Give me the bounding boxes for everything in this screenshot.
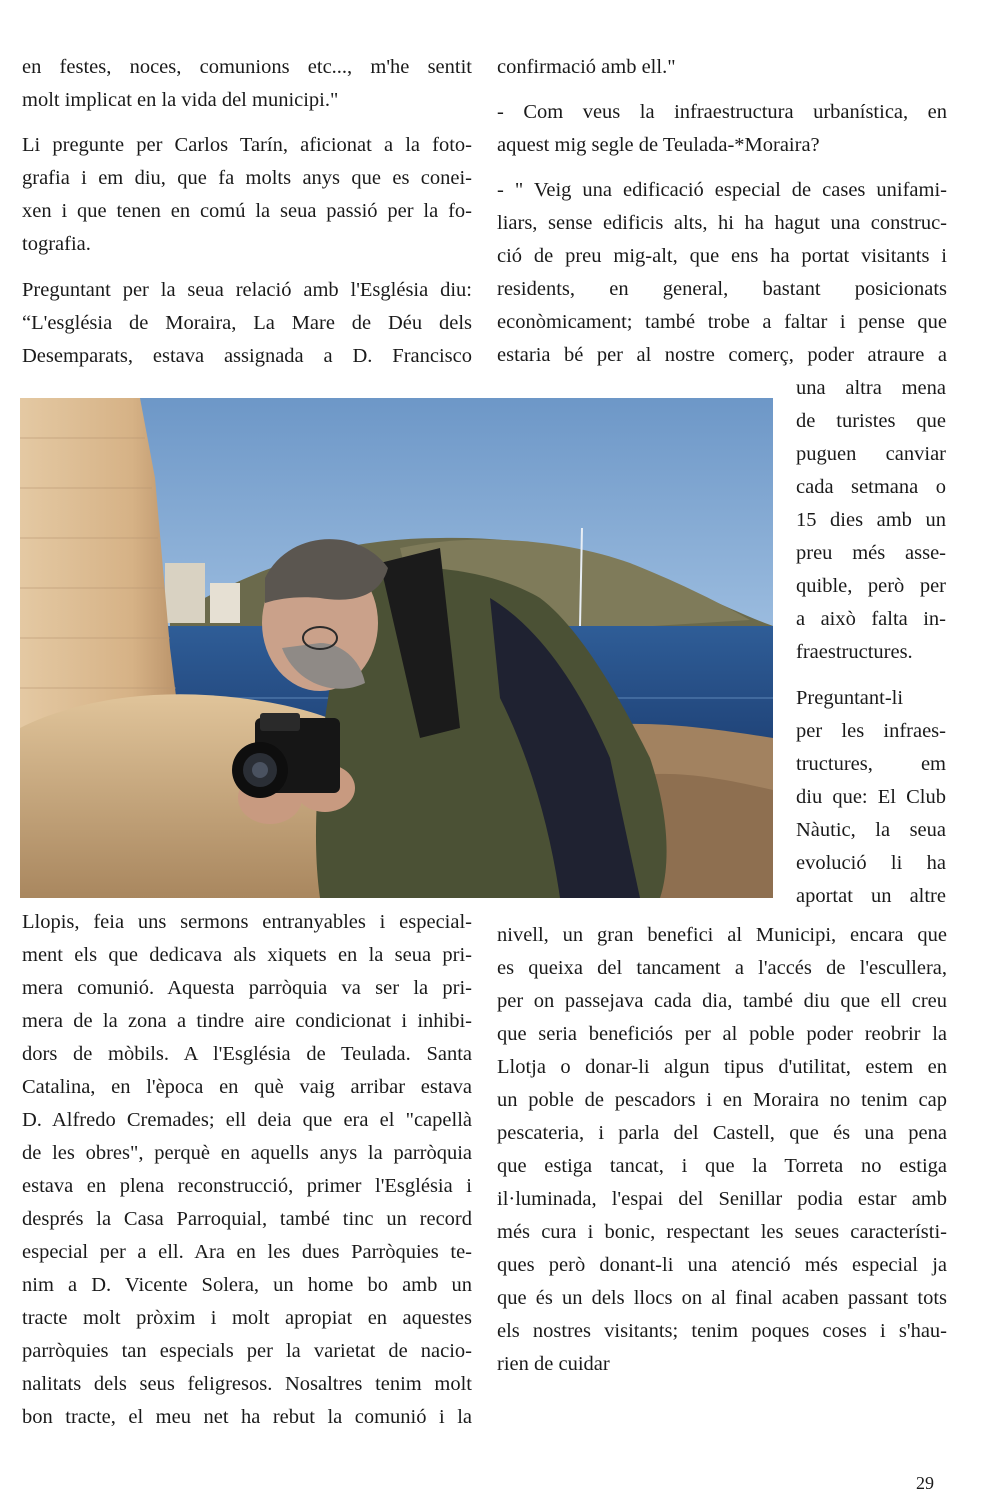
text-line: il·luminada, l'espai del Senillar podia estar amb — [497, 1188, 947, 1210]
text-line: nim a D. Vicente Solera, un home bo amb un — [22, 1274, 472, 1296]
page-number: 29 — [916, 1473, 934, 1493]
text-line: Desemparats, estava assignada a D. Francisco — [22, 345, 472, 367]
text-line: xen i que tenen en comú la seua passió per la fo- — [22, 200, 472, 222]
text-line: per les infraes- — [796, 720, 946, 742]
text-line: preu més asse- — [796, 542, 946, 564]
text-line: fraestructures. — [796, 641, 913, 663]
text-line: Nàutic, la seua — [796, 819, 946, 841]
text-line: estava en plena reconstrucció, primer l'Església i — [22, 1175, 472, 1197]
text-line: a això falta in- — [796, 608, 946, 630]
text-line: tografia. — [22, 233, 91, 255]
photograph-man-with-camera — [20, 398, 773, 898]
text-line: Li pregunte per Carlos Tarín, aficionat a la foto- — [22, 134, 472, 156]
text-line: Catalina, en l'època en què vaig arribar estava — [22, 1076, 472, 1098]
text-line: que seria beneficiós per al poble poder reobrir la — [497, 1023, 947, 1045]
text-line: Llopis, feia uns sermons entranyables i especial- — [22, 911, 472, 933]
text-line: parròquies tan especials per la varietat de nacio- — [22, 1340, 472, 1362]
text-line: evolució li ha — [796, 852, 946, 874]
text-line: nalitats dels seus feligresos. Nosaltres tenim molt — [22, 1373, 472, 1395]
text-line: residents, en general, bastant posicionats — [497, 278, 947, 300]
text-line: més cura i bonic, respectant les seues característi- — [497, 1221, 947, 1243]
text-line: de turistes que — [796, 410, 946, 432]
text-line: diu que: El Club — [796, 786, 946, 808]
text-line: ment els que dedicava als xiquets en la seua pri- — [22, 944, 472, 966]
text-line: molt implicat en la vida del municipi." — [22, 89, 339, 111]
text-line: bon tracte, el meu net ha rebut la comunió i la — [22, 1406, 472, 1428]
text-line: els nostres visitants; tenim poques coses i s'hau- — [497, 1320, 947, 1342]
text-line: especial per a ell. Ara en les dues Parròquies te- — [22, 1241, 472, 1263]
text-line: que estiga tancat, i que la Torreta no estiga — [497, 1155, 947, 1177]
text-line: aquest mig segle de Teulada-*Moraira? — [497, 134, 820, 156]
text-line: pescateria, i parla del Castell, que és una pena — [497, 1122, 947, 1144]
text-line: Llotja o donar-li algun tipus d'utilitat, estem en — [497, 1056, 947, 1078]
text-line: mera de la zona a tindre aire condicionat i inhibi- — [22, 1010, 472, 1032]
text-line: econòmicament; també trobe a faltar i pense que — [497, 311, 947, 333]
text-line: dors de mòbils. A l'Església de Teulada. Santa — [22, 1043, 472, 1065]
text-line: Preguntant per la seua relació amb l'Església diu: — [22, 279, 472, 301]
text-line: rien de cuidar — [497, 1353, 610, 1375]
text-line: després la Casa Parroquial, també tinc un record — [22, 1208, 472, 1230]
text-line: una altra mena — [796, 377, 946, 399]
text-line: liars, sense edificis alts, hi ha hagut una construc- — [497, 212, 947, 234]
text-line: ques però donant-li una atenció més especial ja — [497, 1254, 947, 1276]
text-line: per on passejava cada dia, també diu que ell creu — [497, 990, 947, 1012]
text-line: confirmació amb ell." — [497, 56, 676, 78]
text-line: es queixa del tancament a l'accés de l'escullera, — [497, 957, 947, 979]
text-line: estaria bé per al nostre comerç, poder atraure a — [497, 344, 947, 366]
text-line: de les obres", perquè en aquells anys la parròquia — [22, 1142, 472, 1164]
text-line: “L'església de Moraira, La Mare de Déu dels — [22, 312, 472, 334]
text-line: puguen canviar — [796, 443, 946, 465]
text-line: quible, però per — [796, 575, 946, 597]
text-line: nivell, un gran benefici al Municipi, encara que — [497, 924, 947, 946]
text-line: 15 dies amb un — [796, 509, 946, 531]
text-line: tructures, em — [796, 753, 946, 775]
text-line: un poble de pescadors i en Moraira no tenim cap — [497, 1089, 947, 1111]
text-line: - Com veus la infraestructura urbanística, en — [497, 101, 947, 123]
text-line: grafia i em diu, que fa molts anys que es conei- — [22, 167, 472, 189]
text-line: en festes, noces, comunions etc..., m'he sentit — [22, 56, 472, 78]
text-line: tracte molt pròxim i molt apropiat en aquestes — [22, 1307, 472, 1329]
text-line: ció de preu mig-alt, que ens ha portat visitants i — [497, 245, 947, 267]
text-line: mera comunió. Aquesta parròquia va ser la pri- — [22, 977, 472, 999]
text-line: Preguntant-li — [796, 687, 904, 709]
text-line: aportat un altre — [796, 885, 946, 907]
text-line: - " Veig una edificació especial de cases unifami- — [497, 179, 947, 201]
photo-illustration — [20, 398, 773, 898]
text-line: D. Alfredo Cremades; ell deia que era el "capellà — [22, 1109, 472, 1131]
text-line: que és un dels llocs on al final acaben passant tots — [497, 1287, 947, 1309]
text-line: cada setmana o — [796, 476, 946, 498]
